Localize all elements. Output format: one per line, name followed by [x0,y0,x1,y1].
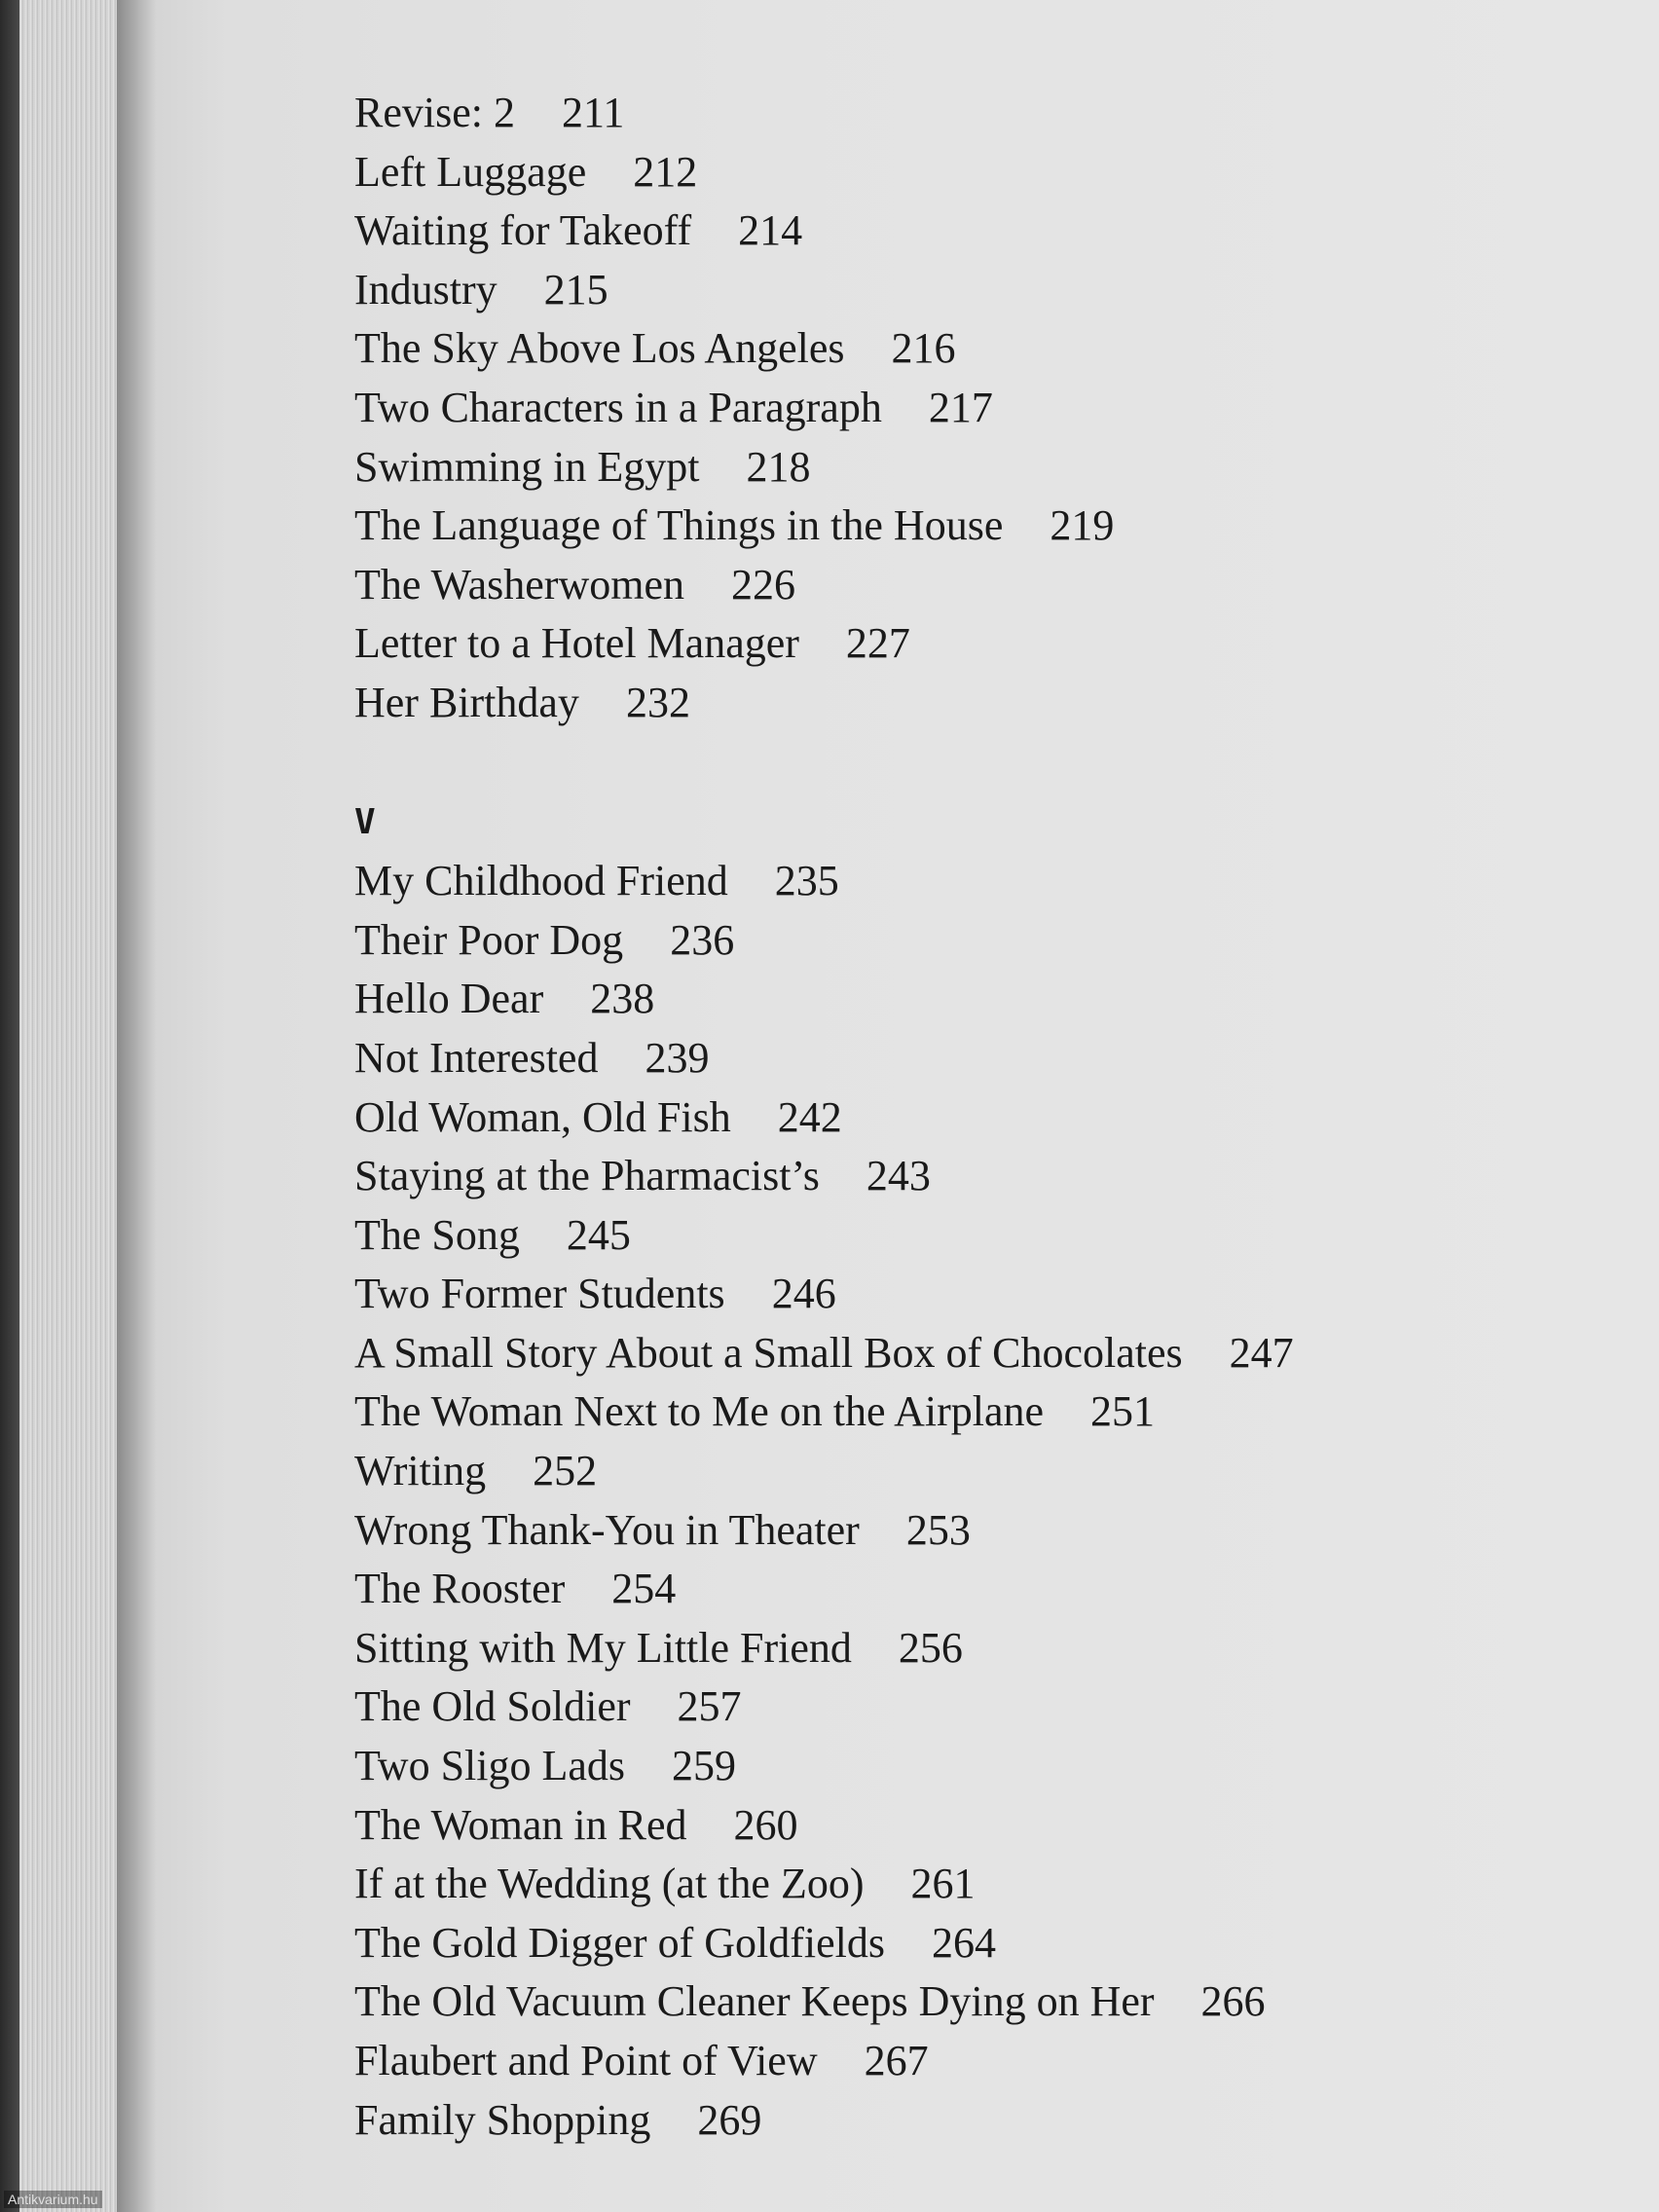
toc-entry-page-number: 227 [845,619,910,668]
toc-entry-page-number: 269 [697,2095,762,2144]
toc-entry [354,1796,1294,1856]
toc-entry [354,319,1294,379]
toc-entry [354,1324,1294,1383]
toc-entry-page-number: 252 [533,1447,598,1495]
toc-entry-title: The Woman in Red [354,1800,687,1849]
toc-entry-title: Staying at the Pharmacist’s [354,1152,820,1200]
toc-entry-page-number: 254 [611,1565,677,1613]
toc-entry-page-number: 215 [543,265,608,313]
table-of-contents [354,84,1294,2150]
toc-entry-page-number: 214 [738,206,803,255]
toc-entry [354,970,1294,1029]
toc-entry-title: Their Poor Dog [354,915,624,964]
toc-entry [354,497,1294,556]
toc-entry-title: Old Woman, Old Fish [354,1092,731,1141]
toc-entry-page-number: 251 [1090,1387,1156,1436]
toc-entry [354,2091,1294,2151]
toc-entry-page-number: 247 [1229,1328,1294,1377]
toc-entry-title: Swimming in Egypt [354,442,700,491]
toc-entry-title: Letter to a Hotel Manager [354,619,799,668]
toc-entry-title: The Woman Next to Me on the Airplane [354,1387,1045,1436]
toc-entry-page-number: 236 [670,915,735,964]
toc-entry-page-number: 218 [746,442,811,491]
toc-entry-title: Sitting with My Little Friend [354,1623,852,1672]
toc-entry-title: Two Sligo Lads [354,1742,626,1790]
toc-entry-title: The Rooster [354,1565,566,1613]
toc-entry-page-number: 253 [905,1505,971,1554]
toc-entry [354,1382,1294,1442]
toc-entry-title: The Old Vacuum Cleaner Keeps Dying on Her [354,1977,1155,2026]
toc-entry-page-number: 217 [928,383,993,431]
toc-entry-title: The Old Soldier [354,1682,631,1731]
toc-entry [354,84,1294,143]
toc-section-iv-continued [354,84,1294,733]
toc-entry [354,1914,1294,1973]
toc-entry-page-number: 261 [910,1860,976,1908]
toc-entry [354,438,1294,498]
toc-entry-page-number: 246 [771,1270,836,1318]
toc-entry-title: Writing [354,1447,487,1495]
toc-entry-title: Revise: 2 [354,89,515,136]
toc-entry-title: The Washerwomen [354,560,684,608]
toc-entry-title: Hello Dear [354,975,544,1023]
toc-entry-page-number: 219 [1050,501,1115,550]
watermark: Antikvarium.hu [4,2191,102,2208]
toc-entry [354,614,1294,674]
toc-entry [354,2032,1294,2091]
toc-entry-page-number: 238 [590,975,655,1023]
toc-entry [354,1265,1294,1324]
toc-entry-page-number: 226 [730,560,795,608]
toc-entry [354,911,1294,971]
toc-entry-title: A Small Story About a Small Box of Chocolates [354,1328,1183,1377]
toc-entry-page-number: 235 [774,857,839,905]
toc-entry-title: My Childhood Friend [354,857,728,905]
toc-entry [354,1088,1294,1148]
toc-entry [354,1501,1294,1561]
toc-entry-title: Left Luggage [354,147,587,196]
toc-entry [354,202,1294,261]
toc-entry [354,1147,1294,1206]
toc-entry-title: The Sky Above Los Angeles [354,324,845,373]
toc-entry-page-number: 256 [898,1623,963,1672]
toc-entry-page-number: 242 [777,1092,842,1141]
toc-entry-page-number: 266 [1200,1977,1266,2026]
toc-entry [354,1206,1294,1266]
toc-entry [354,1560,1294,1619]
toc-entry-page-number: 243 [866,1152,931,1200]
toc-entry [354,379,1294,438]
toc-entry-title: The Gold Digger of Goldfields [354,1918,885,1967]
toc-entry [354,556,1294,615]
toc-entry-page-number: 257 [677,1682,742,1731]
toc-entry-title: Waiting for Takeoff [354,206,692,255]
toc-entry-title: Two Former Students [354,1270,725,1318]
background-dark-edge [0,0,19,2212]
toc-entry-page-number: 267 [864,2037,929,2084]
toc-entry-title: If at the Wedding (at the Zoo) [354,1860,865,1908]
toc-entry [354,1029,1294,1088]
toc-entry [354,1737,1294,1796]
toc-entry-title: Her Birthday [354,678,579,726]
toc-entry-page-number: 232 [625,678,690,726]
toc-entry-page-number: 212 [633,147,698,196]
toc-entry-page-number: 260 [733,1800,798,1849]
toc-entry [354,143,1294,203]
section-heading: V [354,801,376,842]
toc-entry-page-number: 211 [561,89,625,136]
toc-entry-title: Not Interested [354,1033,599,1082]
toc-entry-title: Two Characters in a Paragraph [354,383,882,431]
toc-entry [354,1855,1294,1914]
toc-entry-title: Family Shopping [354,2095,651,2144]
toc-entry [354,1972,1294,2032]
toc-entry-title: Flaubert and Point of View [354,2037,818,2084]
toc-entry-title: The Language of Things in the House [354,501,1004,550]
toc-entry [354,1442,1294,1501]
toc-entry [354,674,1294,733]
toc-entry-title: Industry [354,265,498,313]
toc-entry-title: The Song [354,1210,520,1259]
gutter-shadow [117,0,156,2212]
toc-entry-page-number: 259 [672,1742,737,1790]
toc-entry-page-number: 239 [645,1033,710,1082]
toc-entry-page-number: 216 [891,324,956,373]
toc-entry-title: Wrong Thank-You in Theater [354,1505,860,1554]
toc-entry [354,1677,1294,1737]
toc-entry [354,1619,1294,1678]
toc-entry [354,852,1294,911]
toc-section-v [354,852,1294,2150]
toc-entry [354,261,1294,320]
toc-entry-page-number: 245 [566,1210,631,1259]
toc-entry-page-number: 264 [932,1918,996,1967]
